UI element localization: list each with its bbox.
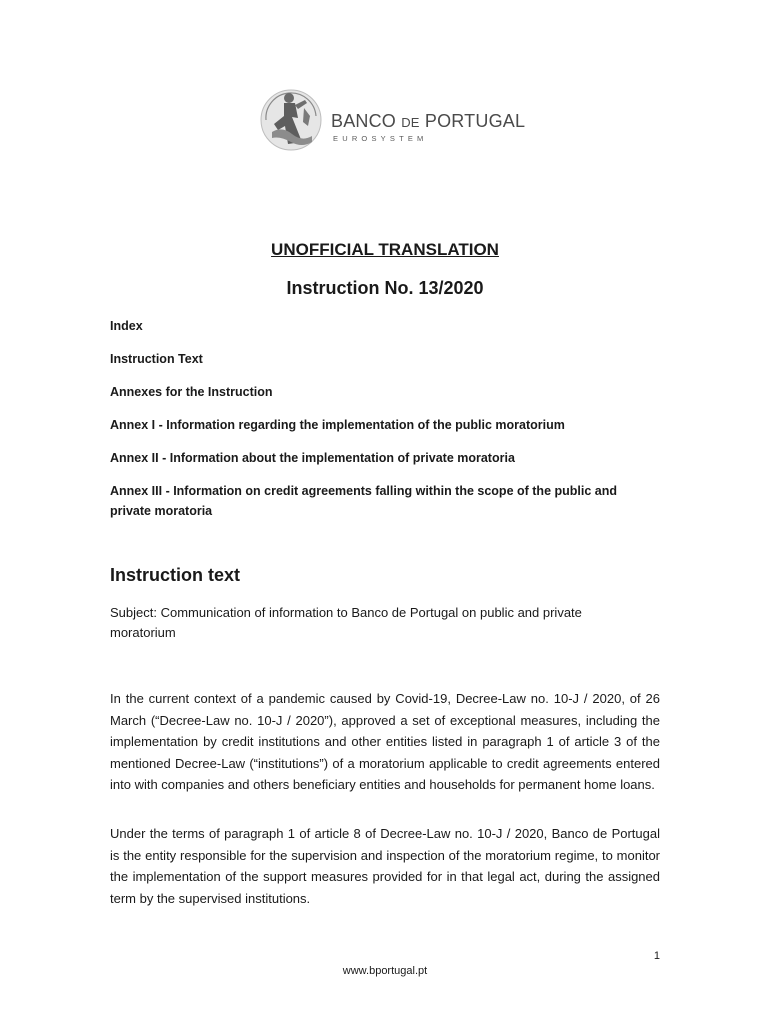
- subject-line: Subject: Communication of information to Banco de Portugal on public and private moratorium: [110, 605, 582, 640]
- index-item-instruction-text: Instruction Text: [110, 352, 203, 366]
- logo-name-portugal: PORTUGAL: [424, 111, 526, 131]
- document-title: UNOFFICIAL TRANSLATION: [271, 240, 499, 259]
- index-item-annex-ii: Annex II - Information about the implementation of private moratoria: [110, 451, 515, 465]
- body-paragraph: Under the terms of paragraph 1 of article 8 of Decree-Law no. 10-J / 2020, Banco de Portugal is the entity responsible for the supervision and inspection of the moratorium regime, to monitor the implementation of the support measures provided for in that legal act, during the assigned term by the supervised institutions.: [110, 826, 660, 906]
- section-heading: Instruction text: [110, 565, 241, 585]
- index-item-annexes: Annexes for the Instruction: [110, 385, 273, 399]
- banco-de-portugal-emblem-icon: [258, 86, 324, 152]
- index-item-index: Index: [110, 319, 143, 333]
- index-list: [110, 316, 650, 534]
- page-number: 1: [653, 950, 660, 962]
- banco-de-portugal-logo: [258, 86, 526, 156]
- logo-subline: EUROSYSTEM: [333, 134, 428, 143]
- logo-name-de: DE: [401, 115, 420, 130]
- logo-name-banco: BANCO: [331, 111, 397, 131]
- document-subtitle: Instruction No. 13/2020: [286, 278, 484, 298]
- index-item-annex-i: Annex I - Information regarding the implementation of the public moratorium: [110, 418, 565, 432]
- footer-url: www.bportugal.pt: [342, 965, 428, 977]
- index-item-annex-iii: Annex III - Information on credit agreements falling within the scope of the public and private moratoria: [110, 484, 617, 518]
- logo-wordmark: [331, 111, 525, 132]
- body-paragraph: In the current context of a pandemic caused by Covid-19, Decree-Law no. 10-J / 2020, of 26 March (“Decree-Law no. 10-J / 2020”), approved a set of exceptional measures, including the implementation by credit institutions and other entities listed in paragraph 1 of article 3 of the mentioned Decree-Law (“institutions”) of a moratorium applicable to credit agreements entered into with companies and others beneficiary entities and households for permanent home loans.: [110, 691, 660, 792]
